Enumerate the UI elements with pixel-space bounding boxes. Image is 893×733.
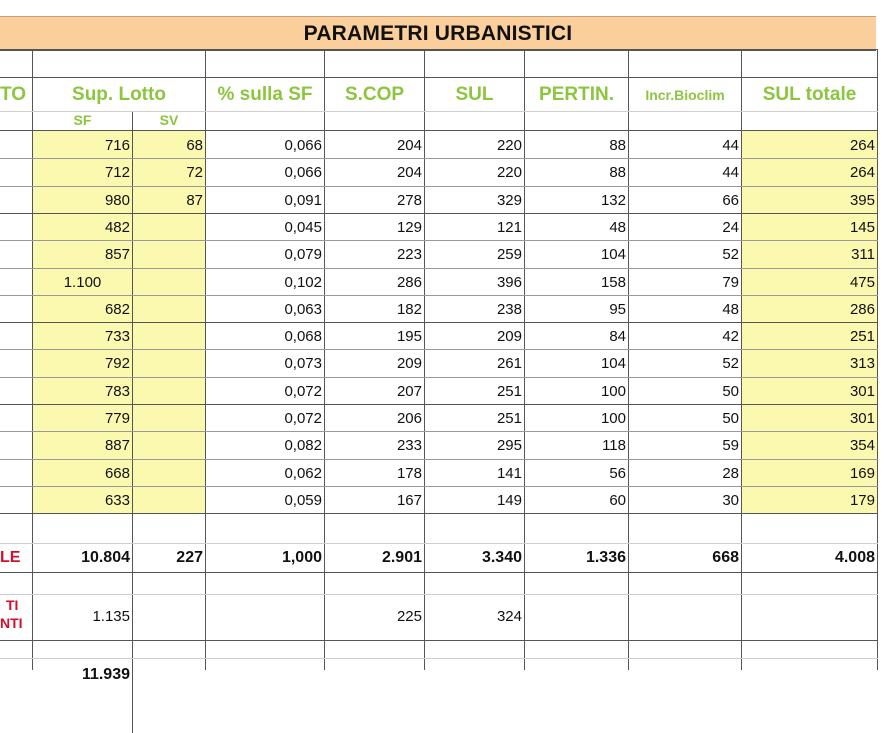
cell-sf[interactable]: 779	[104, 410, 130, 427]
title-banner[interactable]	[0, 16, 876, 51]
cell-bioclim[interactable]: 42	[722, 328, 739, 346]
cell-sv[interactable]	[133, 486, 205, 513]
cell-bioclim[interactable]: 24	[722, 218, 739, 236]
cell-sul-tot[interactable]: 354	[849, 437, 875, 455]
cell-sul[interactable]: 259	[496, 246, 522, 264]
totals-scop[interactable]: 2.901	[381, 549, 422, 566]
cell-pertin[interactable]: 60	[609, 491, 626, 509]
header-partial-col[interactable]: TO	[0, 84, 27, 105]
cell-pertin[interactable]: 104	[600, 246, 626, 264]
cell-sul[interactable]: 261	[496, 355, 522, 373]
cell-pertin[interactable]: 48	[609, 218, 626, 236]
cell-sul[interactable]: 141	[496, 464, 522, 482]
cell-sv[interactable]: 87	[186, 191, 203, 209]
cell-perc[interactable]: 0,062	[284, 464, 322, 482]
grid-row-line	[0, 49, 878, 50]
cell-pertin[interactable]: 88	[609, 164, 626, 182]
cell-sul-tot[interactable]: 301	[849, 382, 875, 400]
cell-sul[interactable]: 220	[496, 164, 522, 182]
cell-bioclim[interactable]: 50	[722, 382, 739, 400]
cell-sf[interactable]: 668	[104, 464, 130, 482]
cell-sul-tot[interactable]: 301	[849, 410, 875, 427]
extra-label-line2: NTI	[0, 615, 23, 631]
extra-sf[interactable]: 1.135	[92, 608, 130, 625]
cell-sul[interactable]: 121	[496, 218, 522, 236]
cell-perc[interactable]: 0,073	[284, 355, 322, 373]
header-sul-totale[interactable]: SUL totale	[762, 84, 857, 105]
cell-perc[interactable]: 0,079	[284, 246, 322, 264]
cell-perc[interactable]: 0,045	[284, 218, 322, 236]
cell-scop[interactable]: 204	[396, 164, 422, 182]
cell-sul[interactable]: 251	[496, 382, 522, 400]
cell-bioclim[interactable]: 79	[722, 273, 739, 291]
cell-pertin[interactable]: 132	[600, 191, 626, 209]
cell-sf[interactable]: 633	[104, 491, 130, 509]
cell-perc[interactable]: 0,066	[284, 164, 322, 182]
cell-sv[interactable]: 68	[186, 137, 203, 154]
cell-sul-tot[interactable]: 179	[849, 491, 875, 509]
cell-pertin[interactable]: 56	[609, 464, 626, 482]
cell-sf[interactable]: 887	[104, 437, 130, 455]
bottom-partial-sf[interactable]: 11.939	[81, 666, 130, 683]
cell-bioclim[interactable]: 59	[722, 437, 739, 455]
cell-sul-tot[interactable]: 286	[849, 300, 875, 318]
cell-perc[interactable]: 0,091	[284, 191, 322, 209]
cell-sv[interactable]	[133, 322, 205, 349]
cell-bioclim[interactable]: 52	[722, 355, 739, 373]
cell-sul-tot[interactable]: 395	[849, 191, 875, 209]
cell-pertin[interactable]: 104	[600, 355, 626, 373]
cell-perc[interactable]: 0,059	[284, 491, 322, 509]
cell-sv[interactable]	[133, 268, 205, 295]
extra-sul[interactable]: 324	[496, 608, 522, 625]
grid-row-line	[0, 594, 878, 595]
cell-sv[interactable]	[133, 377, 205, 404]
totals-bioclim[interactable]: 668	[712, 549, 739, 566]
cell-scop[interactable]: 167	[396, 491, 422, 509]
sheet-title: PARAMETRI URBANISTICI	[303, 21, 573, 45]
cell-perc[interactable]: 0,063	[284, 300, 322, 318]
cell-sul-tot[interactable]: 264	[849, 137, 875, 154]
cell-perc[interactable]: 0,102	[284, 273, 322, 291]
cell-sul[interactable]: 149	[496, 491, 522, 509]
grid-row-line	[0, 111, 878, 112]
header-incr-bioclim[interactable]: Incr.Bioclim	[645, 87, 725, 103]
cell-scop[interactable]: 195	[396, 328, 422, 346]
grid-row-line	[0, 513, 878, 514]
cell-sv[interactable]	[133, 404, 205, 431]
cell-bioclim[interactable]: 52	[722, 246, 739, 264]
cell-bioclim[interactable]: 44	[722, 137, 739, 154]
cell-sv[interactable]	[133, 295, 205, 322]
cell-pertin[interactable]: 100	[600, 382, 626, 400]
extra-label-line1: TI	[6, 597, 19, 613]
cell-bioclim[interactable]: 28	[722, 464, 739, 482]
cell-scop[interactable]: 286	[396, 273, 422, 291]
cell-bioclim[interactable]: 30	[722, 491, 739, 509]
subheader-sf[interactable]: SF	[73, 112, 92, 128]
header-perc-sf[interactable]: % sulla SF	[217, 84, 313, 105]
cell-sf[interactable]: 716	[104, 137, 130, 154]
cell-scop[interactable]: 206	[396, 410, 422, 427]
grid-row-line	[0, 658, 878, 659]
header-sup-lotto[interactable]: Sup. Lotto	[72, 84, 166, 105]
cell-sv[interactable]	[133, 459, 205, 486]
cell-sf[interactable]: 980	[104, 191, 130, 209]
cell-pertin[interactable]: 158	[600, 273, 626, 291]
grid-row-line	[0, 640, 878, 641]
cell-sul[interactable]: 396	[496, 273, 522, 291]
totals-label: LE	[0, 549, 21, 566]
cell-scop[interactable]: 178	[396, 464, 422, 482]
cell-sul-tot[interactable]: 311	[851, 246, 875, 264]
cell-sv[interactable]	[133, 349, 205, 376]
grid-col-line	[877, 49, 878, 670]
cell-sv[interactable]	[133, 240, 205, 267]
cell-sul-tot[interactable]: 251	[849, 328, 875, 346]
cell-sf[interactable]: 682	[104, 300, 130, 318]
header-sul[interactable]: SUL	[455, 84, 494, 105]
cell-scop[interactable]: 129	[396, 218, 422, 236]
cell-sul-tot[interactable]: 264	[849, 164, 875, 182]
extra-scop[interactable]: 225	[396, 608, 422, 625]
cell-scop[interactable]: 223	[396, 246, 422, 264]
cell-sul[interactable]: 209	[496, 328, 522, 346]
cell-pertin[interactable]: 100	[600, 410, 626, 427]
cell-pertin[interactable]: 95	[609, 300, 626, 318]
cell-bioclim[interactable]: 48	[722, 300, 739, 318]
cell-sul[interactable]: 251	[496, 410, 522, 427]
cell-sul[interactable]: 329	[496, 191, 522, 209]
grid-row-line	[0, 77, 878, 78]
cell-pertin[interactable]: 88	[609, 137, 626, 154]
cell-sf[interactable]: 857	[104, 246, 130, 264]
totals-pertin[interactable]: 1.336	[585, 549, 626, 566]
cell-sul[interactable]: 295	[496, 437, 522, 455]
cell-sf[interactable]: 482	[104, 218, 130, 236]
cell-sv[interactable]: 72	[186, 164, 203, 182]
cell-sul-tot[interactable]: 313	[849, 355, 875, 373]
cell-scop[interactable]: 207	[396, 382, 422, 400]
subheader-sv[interactable]: SV	[159, 112, 179, 128]
cell-bioclim[interactable]: 44	[722, 164, 739, 182]
totals-sul[interactable]: 3.340	[481, 549, 522, 566]
cell-scop[interactable]: 182	[396, 300, 422, 318]
cell-sul-tot[interactable]: 145	[849, 218, 875, 236]
totals-sul-totale[interactable]: 4.008	[834, 549, 875, 566]
cell-sv[interactable]	[133, 431, 205, 458]
cell-pertin[interactable]: 118	[602, 437, 626, 455]
cell-sf[interactable]: 733	[104, 328, 130, 346]
cell-sul[interactable]: 238	[496, 300, 522, 318]
cell-perc[interactable]: 0,066	[284, 137, 322, 154]
totals-perc[interactable]: 1,000	[281, 549, 322, 566]
cell-perc[interactable]: 0,068	[284, 328, 322, 346]
header-scop[interactable]: S.COP	[344, 84, 405, 105]
cell-scop[interactable]: 204	[396, 137, 422, 154]
totals-sv[interactable]: 227	[176, 549, 203, 566]
cell-bioclim[interactable]: 66	[722, 191, 739, 209]
cell-sf[interactable]: 712	[104, 164, 130, 182]
totals-sf[interactable]: 10.804	[81, 549, 130, 566]
cell-sf[interactable]: 783	[104, 382, 130, 400]
cell-perc[interactable]: 0,072	[284, 382, 322, 400]
extra-label	[0, 596, 28, 632]
cell-bioclim[interactable]: 50	[722, 410, 739, 427]
cell-sul-tot[interactable]: 475	[849, 273, 875, 291]
header-pertin[interactable]: PERTIN.	[539, 84, 614, 105]
cell-sf[interactable]: 792	[104, 355, 130, 373]
cell-sv[interactable]	[133, 213, 205, 240]
cell-scop[interactable]: 233	[396, 437, 422, 455]
cell-perc[interactable]: 0,082	[284, 437, 322, 455]
cell-sf[interactable]: 1.100	[63, 273, 102, 291]
cell-perc[interactable]: 0,072	[284, 410, 322, 427]
cell-pertin[interactable]: 84	[609, 328, 626, 346]
cell-sul-tot[interactable]: 169	[849, 464, 875, 482]
cell-scop[interactable]: 209	[396, 355, 422, 373]
cell-sul[interactable]: 220	[496, 137, 522, 154]
cell-scop[interactable]: 278	[396, 191, 422, 209]
